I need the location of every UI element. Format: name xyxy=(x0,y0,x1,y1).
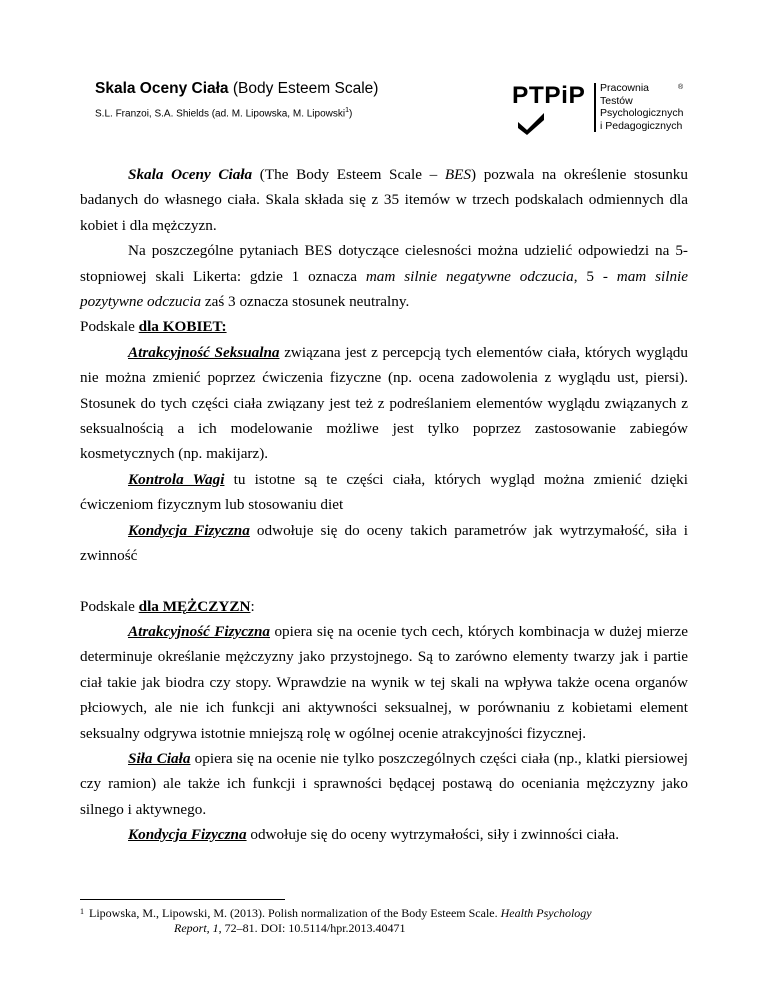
document-authors xyxy=(95,107,352,119)
authors-close: ) xyxy=(349,108,353,120)
subscale-term: Atrakcyjność Fizyczna xyxy=(128,622,270,640)
logo-caption xyxy=(600,82,683,132)
footnote-rule xyxy=(80,899,285,900)
checkmark-icon xyxy=(516,111,546,135)
title-subtitle: (Body Esteem Scale) xyxy=(228,80,379,97)
journal-volume: Report, 1 xyxy=(174,921,219,935)
title-bold: Skala Oceny Ciała xyxy=(95,80,229,97)
ptpip-logo xyxy=(512,82,687,138)
men-subscales-heading xyxy=(80,594,688,619)
text-span: , 5 - xyxy=(573,267,617,285)
women-subscales-heading xyxy=(80,314,688,339)
text-span: Podskale xyxy=(80,318,139,336)
text-span: tu istotne są te części ciała, których wygląd można zmienić dzięki ćwiczeniom fizycznym lub stosowaniu diet xyxy=(80,470,688,514)
text-span: Na poszczególne pytaniach BES dotyczące cielesności można udzielić odpowiedzi na 5-stopniowej skali Likerta: gdzie 1 oznacza xyxy=(80,242,688,285)
subscale-physical-attractiveness xyxy=(80,619,688,746)
logo-divider xyxy=(594,83,596,132)
text-span: związana jest z percepcją tych elementów ciała, których wyglądu nie można zmienić poprzez ćwiczenia fizyczne (np. ocena zadowolenia z wyglądu ust, piersi). Stosunek do tych części ciała związany jest też z podreślaniem elementów wyglądu związanych z seksualnością a ich modelowanie możliwe jest tylko poprzez zastosowanie zabiegów kosmetycznych (np. makijarz). xyxy=(80,343,688,463)
journal-name: Health Psychology xyxy=(500,906,592,920)
logo-line: i Pedagogicznych xyxy=(600,119,683,132)
footnote xyxy=(80,906,680,936)
logo-line: Psychologicznych xyxy=(600,107,684,119)
text-span: opiera się na ocenie tych cech, których kombinacja w dużej mierze determinuje określanie mężczyzny jako przystojnego. Są to zarówno elementy twarzy jak i partie ciał takie jak biodra czy stopy. Wprawdzie na wynik w tej skali na wpływa także ocena organów płciowych, ale nie ich funkcji ani aktywności seksualnej, w porównaniu z kobietami element seksualny odgrywa istotnie mniejszą rolę w ogólnej ocenie atrakcyjności fizycznej. xyxy=(80,622,688,742)
text-span: Lipowska, M., Lipowski, M. (2013). Polish normalization of the Body Esteem Scale. xyxy=(89,906,501,920)
subscale-term: Kondycja Fizyczna xyxy=(128,826,247,844)
subscale-term: Siła Ciała xyxy=(128,749,191,767)
text-span: odwołuje się do oceny takich parametrów jak wytrzymałość, siła i zwinność xyxy=(80,521,688,565)
subscale-term: Kontrola Wagi xyxy=(128,470,225,488)
women-label: dla KOBIET: xyxy=(138,318,227,336)
intro-paragraph xyxy=(80,162,688,238)
text-span: zaś 3 oznacza stosunek neutralny. xyxy=(201,293,410,311)
subscale-weight-concern xyxy=(80,467,688,518)
footnote-mark: 1 xyxy=(80,907,84,916)
subscale-upper-body-strength xyxy=(80,746,688,822)
footnote-line-2 xyxy=(80,921,680,936)
footnote-ref[interactable]: 1 xyxy=(345,107,350,114)
subscale-physical-condition-men xyxy=(80,822,688,847)
subscale-physical-condition-women xyxy=(80,518,688,569)
bes-abbr: BES xyxy=(444,166,471,183)
text-span: : xyxy=(250,597,255,615)
likert-positive: mam silnie pozytywne odczucia xyxy=(80,267,689,311)
text-span: Podskale xyxy=(80,597,139,615)
logo-wordmark: PTPiP xyxy=(512,82,586,109)
subscale-term: Kondycja Fizyczna xyxy=(128,521,250,539)
text-span: ) pozwala na określenie stosunku badanych do własnego ciała. Skala składa się z 35 itemów w trzech podskalach odmiennych dla kobiet i dla mężczyzn. xyxy=(80,166,688,234)
text-span: opiera się na ocenie nie tylko poszczególnych części ciała (np., klatki piersiowej czy ramion) ale także ich funkcji i sprawności będącej postawą do oceniania mężczyzny jako silnego i aktywnego. xyxy=(80,749,688,818)
likert-paragraph xyxy=(80,238,688,314)
subscale-term: Atrakcyjność Seksualna xyxy=(128,343,280,361)
footnote-line-1 xyxy=(80,906,680,921)
registered-mark: ® xyxy=(678,84,684,91)
men-label: dla MĘŻCZYZN xyxy=(138,597,251,615)
text-span: odwołuje się do oceny wytrzymałości, siły i zwinności ciała. xyxy=(246,826,619,844)
text-span: (The Body Esteem Scale – xyxy=(252,166,445,183)
likert-negative: mam silnie negatywne odczucia xyxy=(365,267,574,285)
authors-text: S.L. Franzoi, S.A. Shields (ad. M. Lipowska, M. Lipowski xyxy=(95,108,346,120)
text-span: , 72–81. DOI: 10.5114/hpr.2013.40471 xyxy=(218,921,406,935)
document-body xyxy=(80,162,688,848)
document-title xyxy=(95,80,378,98)
logo-line: Pracownia xyxy=(600,82,650,94)
logo-line: Testów xyxy=(600,94,633,107)
scale-name: Skala Oceny Ciała xyxy=(128,166,253,183)
subscale-sexual-attractiveness xyxy=(80,340,688,467)
